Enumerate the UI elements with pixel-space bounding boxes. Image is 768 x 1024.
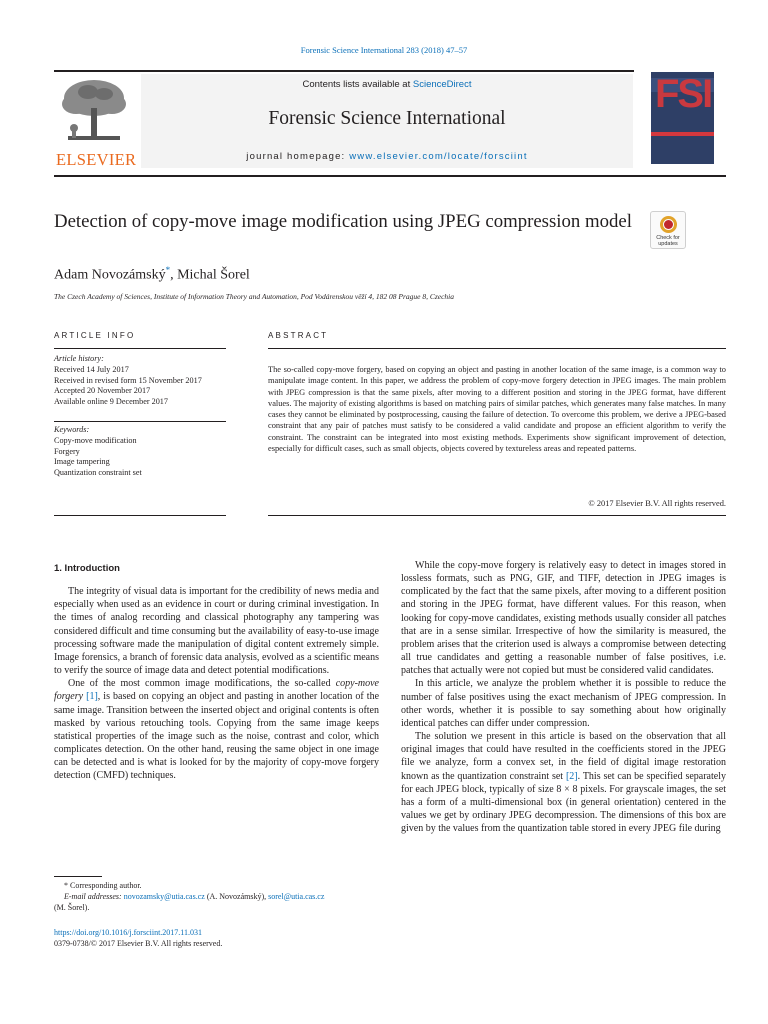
paragraph	[54, 677, 379, 782]
sciencedirect-link[interactable]: ScienceDirect	[412, 79, 472, 90]
paragraph: In this article, we analyze the problem whether it is possible to reduce the number of false positives using the exact mechanism of JPEG compression. In other words, whether it is possible to say something about how originally identical patches can differ under compression.	[401, 678, 726, 729]
journal-title: Forensic Science International	[268, 108, 506, 129]
body-column-right	[401, 559, 726, 835]
homepage-prefix: journal homepage:	[246, 151, 350, 162]
history-item: Available online 9 December 2017	[54, 397, 168, 407]
abstract-copyright: © 2017 Elsevier B.V. All rights reserved.	[588, 499, 726, 508]
email-link-1[interactable]: novozamsky@utia.cas.cz	[123, 892, 205, 901]
email-label: E-mail addresses:	[64, 892, 124, 901]
elsevier-wordmark: ELSEVIER	[56, 150, 137, 169]
cover-fsi-logo: FSI	[655, 72, 712, 116]
paragraph	[401, 730, 726, 835]
footnote-mark: *	[64, 881, 68, 890]
journal-masthead	[54, 74, 634, 170]
cover-stripe	[651, 132, 714, 136]
corresponding-note	[54, 880, 379, 891]
author-2: Michal Šorel	[177, 267, 250, 283]
author-separator: ,	[170, 267, 178, 283]
history-item: Received 14 July 2017	[54, 364, 129, 374]
email-link-2[interactable]: sorel@utia.cas.cz	[268, 892, 325, 901]
abstract-rule	[268, 348, 726, 349]
info-rule	[54, 348, 226, 349]
email-note	[54, 891, 379, 902]
abstract-label: ABSTRACT	[268, 331, 329, 340]
keyword-item: Quantization constraint set	[54, 468, 142, 478]
emphasis-term: copy-move forgery	[54, 678, 379, 703]
journal-banner	[141, 74, 633, 168]
check-for-updates-button[interactable]	[650, 211, 686, 249]
keyword-item: Image tampering	[54, 457, 110, 467]
history-item: Accepted 20 November 2017	[54, 386, 151, 396]
info-bottom-rule	[54, 515, 226, 516]
doi-link[interactable]: https://doi.org/10.1016/j.forsciint.2017.11.031	[54, 928, 202, 937]
doi-block	[54, 927, 222, 949]
journal-reference[interactable]: Forensic Science International 283 (2018) 47–57	[300, 45, 468, 55]
check-updates-label: Check for updates	[656, 235, 680, 247]
article-title: Detection of copy-move image modification using JPEG compression model	[54, 211, 632, 232]
corresponding-author-link[interactable]: *	[165, 265, 171, 275]
paragraph: The integrity of visual data is important for the credibility of news media and especially when used as an evidence in court or during criminal investigation. In the times of analog recording and classical photography any tampering was considered difficult and time consuming but the availability of easy-to-use image processing software made the manipulation of digital content extremely simple. Image forensics, a branch of forensic data analysis, evolved as a scientific means to verify the source of image data and detect potential modifications.	[54, 586, 379, 677]
paragraph-text: One of the most common image modifications, the so-called	[68, 678, 336, 690]
keywords-heading: Keywords:	[54, 425, 90, 434]
journal-cover-image	[651, 72, 714, 164]
keyword-item: Forgery	[54, 446, 80, 456]
email-name-1: (A. Novozámský),	[204, 892, 269, 901]
keywords-rule	[54, 421, 226, 422]
issn-copyright: 0379-0738/© 2017 Elsevier B.V. All rights reserved.	[54, 939, 223, 948]
header-rule	[54, 70, 634, 72]
homepage-line	[141, 151, 633, 162]
check-updates-icon	[660, 216, 677, 233]
paragraph: While the copy-move forgery is relatively easy to detect in images stored in lossless formats, such as PNG, GIF, and TIFF, detection in JPEG images is complicated by the fact that the same pixels, after moving to a different position and storing in the JPEG format, have different values. For this reason, when looking for copy-move candidates, existing methods usually consider all patches that are in a sense similar. Irrespective of how the similarity is measured, the problem arises that the criterion used is always a compromise between detecting all true candidates and getting a reasonable number of false positives, i.e. patches that actually were not copied but must be considered valid candidates.	[401, 560, 726, 677]
paragraph-text: , is based on copying an object and pasting in another location of the same image. Transition between the inserted object and original contents is often masked by various retouching tools. Copying from the same image keeps statistical properties of the image such as the noise, contrast and color, which complicates detection. On the other hand, reusing the same object in one image can be detected and is what is looked for by the majority of copy-move forgery detection (CMFD) techniques.	[54, 691, 380, 782]
body-column-left	[54, 562, 379, 783]
section-heading: 1. Introduction	[54, 563, 120, 574]
history-heading: Article history:	[54, 354, 104, 363]
history-item: Received in revised form 15 November 2017	[54, 375, 202, 385]
affiliation: The Czech Academy of Sciences, Institute of Information Theory and Automation, Pod Vodárenskou věží 4, 182 08 Prague 8, Czechia	[54, 292, 455, 301]
paragraph-text: The solution we present in this article is based on the observation that all original images that could have resulted in the coefficients stored in the JPEG file we analyze, form a convex set, in the field of digital image restoration known as the quantization constraint set	[401, 731, 726, 782]
masthead-rule	[54, 175, 726, 177]
abstract-bottom-rule	[268, 515, 726, 516]
email-name-2: (M. Šorel).	[54, 903, 90, 912]
abstract-text: The so-called copy-move forgery, based on copying an object and pasting in another location of the same image, is a common way to manipulate image content. In this paper, we address the problem of copy-move forgery detection in JPEG images. The main problem with JPEG compression is that the same pixels, after moving to a different position and storing in the JPEG format, have different values. The majority of existing algorithms is based on matching pairs of similar patches, which generates many false matches. In many cases they cannot be eliminated by postprocessing, causing the failure of detection. To overcome this problem, we derive a JPEG-based constraint that any pair of patches must satisfy to be considered a valid candidate and propose an efficient algorithm to verify the constraint. The constraint can be integrated into most existing methods. Experiments show significant improvement of detection, especially for difficult cases, such as small objects, objects covered by textureless areas and repeated patterns.	[268, 365, 726, 454]
footnote-rule	[54, 876, 102, 877]
article-info-label: ARTICLE INFO	[54, 331, 136, 340]
citation-link[interactable]: [2]	[565, 770, 578, 782]
footnotes	[54, 880, 379, 913]
keywords	[54, 425, 234, 479]
homepage-link[interactable]: www.elsevier.com/locate/forsciint	[349, 151, 528, 162]
citation-link[interactable]: [1]	[86, 691, 98, 703]
keyword-item: Copy-move modification	[54, 435, 137, 445]
paragraph-text: . This set can be specified separately for each JPEG block, typically of size 8 × 8 pixels. For grayscale images, the set has a form of a multi-dimensional box (in general orientation) centered in the values we get by ordinary JPEG decompression. The dimensions of this box are given by the values from the quantization table stored in every JPEG file during	[401, 770, 726, 835]
contents-line	[141, 79, 633, 90]
corresponding-text: Corresponding author.	[70, 881, 142, 890]
contents-prefix: Contents lists available at	[302, 79, 413, 90]
article-history	[54, 354, 234, 408]
author-list	[54, 265, 250, 284]
author-1: Adam Novozámský	[54, 267, 166, 283]
